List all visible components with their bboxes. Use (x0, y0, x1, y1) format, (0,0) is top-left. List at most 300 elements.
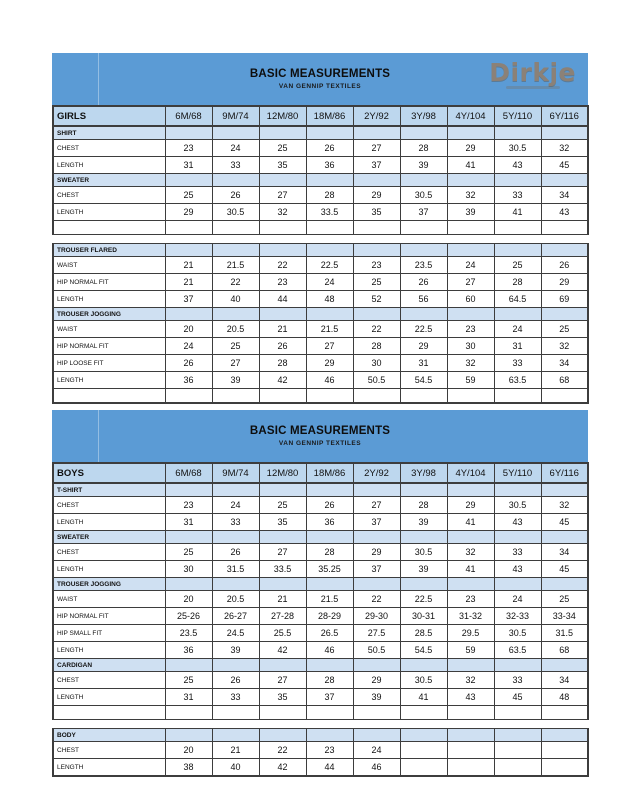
row-label: LENGTH (53, 514, 165, 531)
value-cell: 42 (259, 372, 306, 389)
section-cell (400, 531, 447, 544)
value-cell: 36 (165, 372, 212, 389)
section-cell (494, 483, 541, 497)
value-cell: 23 (447, 321, 494, 338)
value-cell: 52 (353, 291, 400, 308)
value-cell: 35 (259, 689, 306, 706)
value-cell: 30.5 (400, 187, 447, 204)
value-cell: 42 (259, 759, 306, 777)
section-cell (165, 126, 212, 140)
value-cell: 41 (400, 689, 447, 706)
spacer-row (53, 720, 588, 729)
table-row (53, 157, 588, 174)
table-row (53, 338, 588, 355)
value-cell: 46 (353, 759, 400, 777)
empty-row (53, 389, 588, 404)
table-row (53, 642, 588, 659)
value-cell: 41 (494, 204, 541, 221)
section-cell (494, 531, 541, 544)
value-cell: 39 (400, 561, 447, 578)
value-cell: 41 (447, 561, 494, 578)
value-cell: 33 (494, 187, 541, 204)
value-cell: 29 (400, 338, 447, 355)
section-label: CARDIGAN (53, 659, 165, 672)
column-header: 12M/80 (259, 463, 306, 483)
value-cell: 22.5 (400, 591, 447, 608)
value-cell: 28 (494, 274, 541, 291)
value-cell: 31.5 (541, 625, 588, 642)
section-cell (447, 483, 494, 497)
value-cell: 23.5 (165, 625, 212, 642)
measurement-table-boys (52, 462, 589, 777)
row-label: CHEST (53, 672, 165, 689)
section-cell (259, 578, 306, 591)
section-cell (306, 659, 353, 672)
value-cell: 33.5 (259, 561, 306, 578)
row-label: LENGTH (53, 372, 165, 389)
column-header: 6Y/116 (541, 106, 588, 126)
empty-cell (494, 389, 541, 404)
value-cell: 30 (447, 338, 494, 355)
value-cell: 37 (353, 514, 400, 531)
section-row (53, 729, 588, 742)
table-row (53, 187, 588, 204)
empty-cell (53, 706, 165, 720)
value-cell: 21.5 (306, 591, 353, 608)
row-label: LENGTH (53, 689, 165, 706)
value-cell: 24 (494, 591, 541, 608)
value-cell: 32 (447, 672, 494, 689)
value-cell: 29 (447, 497, 494, 514)
section-cell (541, 578, 588, 591)
value-cell: 32 (259, 204, 306, 221)
value-cell: 29 (353, 187, 400, 204)
table-row (53, 759, 588, 777)
section-row (53, 578, 588, 591)
value-cell: 50.5 (353, 642, 400, 659)
value-cell: 28 (306, 544, 353, 561)
value-cell: 30.5 (212, 204, 259, 221)
value-cell: 59 (447, 372, 494, 389)
value-cell: 44 (306, 759, 353, 777)
value-cell: 43 (494, 157, 541, 174)
value-cell: 44 (259, 291, 306, 308)
value-cell: 32 (447, 355, 494, 372)
value-cell: 24 (212, 497, 259, 514)
section-cell (400, 308, 447, 321)
section-row (53, 126, 588, 140)
value-cell: 20 (165, 742, 212, 759)
section-cell (400, 244, 447, 257)
table-title: BASIC MEASUREMENTS (249, 425, 391, 437)
value-cell: 29 (353, 672, 400, 689)
table-title: BASIC MEASUREMENTS (249, 68, 391, 80)
value-cell: 31 (165, 514, 212, 531)
table-row (53, 672, 588, 689)
column-header: 6M/68 (165, 463, 212, 483)
section-cell (165, 531, 212, 544)
table-name-cell: BOYS (53, 463, 165, 483)
header-row (53, 106, 588, 126)
empty-cell (306, 706, 353, 720)
section-cell (353, 126, 400, 140)
empty-cell (400, 389, 447, 404)
column-header: 2Y/92 (353, 463, 400, 483)
value-cell: 24 (165, 338, 212, 355)
table-row (53, 591, 588, 608)
value-cell: 29.5 (447, 625, 494, 642)
section-cell (353, 308, 400, 321)
empty-cell (165, 221, 212, 235)
value-cell: 22 (353, 321, 400, 338)
column-header: 9M/74 (212, 463, 259, 483)
empty-cell (165, 706, 212, 720)
row-label: CHEST (53, 140, 165, 157)
empty-cell (259, 706, 306, 720)
value-cell: 39 (353, 689, 400, 706)
value-cell: 23.5 (400, 257, 447, 274)
empty-cell (494, 221, 541, 235)
empty-cell (53, 389, 165, 404)
section-cell (306, 578, 353, 591)
section-cell (400, 174, 447, 187)
value-cell: 68 (541, 372, 588, 389)
column-header: 5Y/110 (494, 106, 541, 126)
value-cell: 25 (259, 140, 306, 157)
tables-root (52, 53, 588, 777)
section-row (53, 174, 588, 187)
value-cell (447, 742, 494, 759)
value-cell: 21 (259, 591, 306, 608)
value-cell: 21 (259, 321, 306, 338)
empty-cell (306, 389, 353, 404)
value-cell: 37 (400, 204, 447, 221)
column-header: 2Y/92 (353, 106, 400, 126)
column-header: 3Y/98 (400, 106, 447, 126)
value-cell: 63.5 (494, 642, 541, 659)
table-row (53, 608, 588, 625)
empty-cell (447, 706, 494, 720)
value-cell: 46 (306, 372, 353, 389)
table-name-cell: GIRLS (53, 106, 165, 126)
table-row (53, 689, 588, 706)
row-label: WAIST (53, 321, 165, 338)
table-row (53, 625, 588, 642)
section-cell (165, 244, 212, 257)
section-cell (212, 244, 259, 257)
section-cell (353, 578, 400, 591)
section-cell (212, 578, 259, 591)
section-cell (494, 174, 541, 187)
value-cell: 21 (212, 742, 259, 759)
section-cell (165, 578, 212, 591)
value-cell: 34 (541, 544, 588, 561)
value-cell: 26-27 (212, 608, 259, 625)
row-label: LENGTH (53, 157, 165, 174)
section-cell (541, 174, 588, 187)
row-label: HIP NORMAL FIT (53, 338, 165, 355)
section-cell (400, 126, 447, 140)
row-label: HIP SMALL FIT (53, 625, 165, 642)
value-cell: 27 (259, 672, 306, 689)
value-cell: 20.5 (212, 321, 259, 338)
value-cell: 35 (353, 204, 400, 221)
value-cell: 34 (541, 187, 588, 204)
section-cell (541, 483, 588, 497)
row-label: HIP NORMAL FIT (53, 608, 165, 625)
value-cell: 25 (541, 321, 588, 338)
empty-cell (353, 221, 400, 235)
table-subtitle: VAN GENNIP TEXTILES (278, 83, 362, 90)
section-cell (259, 659, 306, 672)
row-label: LENGTH (53, 642, 165, 659)
value-cell: 30-31 (400, 608, 447, 625)
value-cell: 29 (541, 274, 588, 291)
section-cell (165, 659, 212, 672)
section-label: SWEATER (53, 174, 165, 187)
value-cell: 31-32 (447, 608, 494, 625)
value-cell: 25 (212, 338, 259, 355)
value-cell: 39 (212, 372, 259, 389)
value-cell: 34 (541, 355, 588, 372)
empty-cell (447, 389, 494, 404)
value-cell: 23 (353, 257, 400, 274)
value-cell: 22.5 (306, 257, 353, 274)
value-cell: 26 (400, 274, 447, 291)
value-cell: 30.5 (494, 497, 541, 514)
value-cell: 20.5 (212, 591, 259, 608)
section-cell (306, 174, 353, 187)
section-cell (259, 244, 306, 257)
value-cell: 21 (165, 274, 212, 291)
column-header: 18M/86 (306, 106, 353, 126)
empty-cell (541, 221, 588, 235)
value-cell (494, 759, 541, 777)
dirkje-logo (489, 60, 576, 89)
measurement-sheet (52, 53, 588, 777)
value-cell: 39 (212, 642, 259, 659)
section-cell (447, 729, 494, 742)
empty-cell (259, 389, 306, 404)
value-cell: 33-34 (541, 608, 588, 625)
value-cell: 68 (541, 642, 588, 659)
section-cell (353, 244, 400, 257)
empty-cell (212, 706, 259, 720)
section-cell (400, 659, 447, 672)
empty-cell (541, 706, 588, 720)
section-cell (494, 659, 541, 672)
section-cell (400, 578, 447, 591)
row-label: WAIST (53, 591, 165, 608)
table-row (53, 544, 588, 561)
section-cell (494, 126, 541, 140)
value-cell: 25 (353, 274, 400, 291)
section-row (53, 659, 588, 672)
value-cell: 33 (212, 689, 259, 706)
value-cell: 26 (541, 257, 588, 274)
value-cell: 63.5 (494, 372, 541, 389)
value-cell: 37 (306, 689, 353, 706)
value-cell: 28 (306, 672, 353, 689)
value-cell: 24 (494, 321, 541, 338)
section-cell (353, 483, 400, 497)
table-row (53, 372, 588, 389)
value-cell: 56 (400, 291, 447, 308)
table-row (53, 257, 588, 274)
value-cell: 46 (306, 642, 353, 659)
value-cell: 22 (212, 274, 259, 291)
section-cell (165, 308, 212, 321)
section-cell (306, 483, 353, 497)
section-cell (259, 174, 306, 187)
section-cell (494, 729, 541, 742)
value-cell: 54.5 (400, 642, 447, 659)
empty-cell (53, 221, 165, 235)
value-cell: 24 (353, 742, 400, 759)
section-cell (212, 729, 259, 742)
value-cell: 28 (400, 140, 447, 157)
value-cell: 45 (541, 561, 588, 578)
section-label: TROUSER JOGGING (53, 578, 165, 591)
measurement-table-girls (52, 105, 589, 404)
value-cell: 26 (165, 355, 212, 372)
header-row (53, 463, 588, 483)
section-cell (212, 659, 259, 672)
value-cell (400, 759, 447, 777)
value-cell: 42 (259, 642, 306, 659)
section-cell (541, 659, 588, 672)
empty-cell (353, 389, 400, 404)
value-cell: 48 (306, 291, 353, 308)
table-title-band (52, 410, 588, 462)
value-cell: 59 (447, 642, 494, 659)
column-header: 4Y/104 (447, 463, 494, 483)
value-cell: 25 (494, 257, 541, 274)
section-label: T-SHIRT (53, 483, 165, 497)
section-cell (447, 126, 494, 140)
value-cell: 36 (306, 514, 353, 531)
value-cell: 27 (259, 187, 306, 204)
value-cell: 23 (259, 274, 306, 291)
table-row (53, 514, 588, 531)
empty-cell (306, 221, 353, 235)
section-row (53, 308, 588, 321)
section-cell (165, 174, 212, 187)
value-cell (400, 742, 447, 759)
value-cell: 27.5 (353, 625, 400, 642)
value-cell: 22 (353, 591, 400, 608)
value-cell: 28.5 (400, 625, 447, 642)
value-cell: 24.5 (212, 625, 259, 642)
section-cell (353, 174, 400, 187)
value-cell: 69 (541, 291, 588, 308)
section-cell (306, 729, 353, 742)
value-cell: 29 (165, 204, 212, 221)
spacer-cell (53, 235, 588, 244)
value-cell: 60 (447, 291, 494, 308)
value-cell: 22.5 (400, 321, 447, 338)
value-cell: 27 (447, 274, 494, 291)
value-cell: 25 (541, 591, 588, 608)
size-table-girls (52, 53, 588, 404)
value-cell: 25 (165, 544, 212, 561)
section-row (53, 531, 588, 544)
empty-cell (447, 221, 494, 235)
row-label: CHEST (53, 742, 165, 759)
section-cell (353, 531, 400, 544)
section-cell (306, 244, 353, 257)
row-label: CHEST (53, 497, 165, 514)
value-cell: 34 (541, 672, 588, 689)
value-cell: 31 (400, 355, 447, 372)
section-label: TROUSER JOGGING (53, 308, 165, 321)
column-header: 6Y/116 (541, 463, 588, 483)
section-label: SWEATER (53, 531, 165, 544)
value-cell (541, 759, 588, 777)
value-cell: 45 (494, 689, 541, 706)
band-divider-line (98, 53, 99, 105)
value-cell: 29 (447, 140, 494, 157)
value-cell: 32 (541, 338, 588, 355)
value-cell: 23 (447, 591, 494, 608)
table-row (53, 742, 588, 759)
value-cell: 31.5 (212, 561, 259, 578)
table-row (53, 561, 588, 578)
section-row (53, 244, 588, 257)
value-cell: 27 (306, 338, 353, 355)
value-cell: 37 (353, 561, 400, 578)
section-cell (212, 126, 259, 140)
section-cell (447, 244, 494, 257)
value-cell: 33 (494, 355, 541, 372)
table-subtitle: VAN GENNIP TEXTILES (278, 440, 362, 447)
empty-cell (400, 706, 447, 720)
section-cell (494, 308, 541, 321)
empty-cell (212, 389, 259, 404)
value-cell: 37 (353, 157, 400, 174)
column-header: 12M/80 (259, 106, 306, 126)
column-header: 6M/68 (165, 106, 212, 126)
value-cell: 26 (306, 497, 353, 514)
value-cell: 21 (165, 257, 212, 274)
row-label: WAIST (53, 257, 165, 274)
section-cell (447, 659, 494, 672)
value-cell: 24 (447, 257, 494, 274)
empty-cell (212, 221, 259, 235)
value-cell: 29-30 (353, 608, 400, 625)
section-cell (353, 659, 400, 672)
value-cell: 35 (259, 157, 306, 174)
empty-cell (400, 221, 447, 235)
table-row (53, 274, 588, 291)
section-cell (494, 578, 541, 591)
spacer-cell (53, 720, 588, 729)
empty-row (53, 706, 588, 720)
value-cell: 41 (447, 157, 494, 174)
value-cell: 28 (306, 187, 353, 204)
value-cell: 45 (541, 157, 588, 174)
section-cell (259, 729, 306, 742)
value-cell: 38 (165, 759, 212, 777)
value-cell: 32-33 (494, 608, 541, 625)
row-label: LENGTH (53, 561, 165, 578)
value-cell: 39 (400, 514, 447, 531)
value-cell: 40 (212, 291, 259, 308)
value-cell (447, 759, 494, 777)
value-cell: 24 (212, 140, 259, 157)
empty-cell (165, 389, 212, 404)
section-cell (447, 308, 494, 321)
